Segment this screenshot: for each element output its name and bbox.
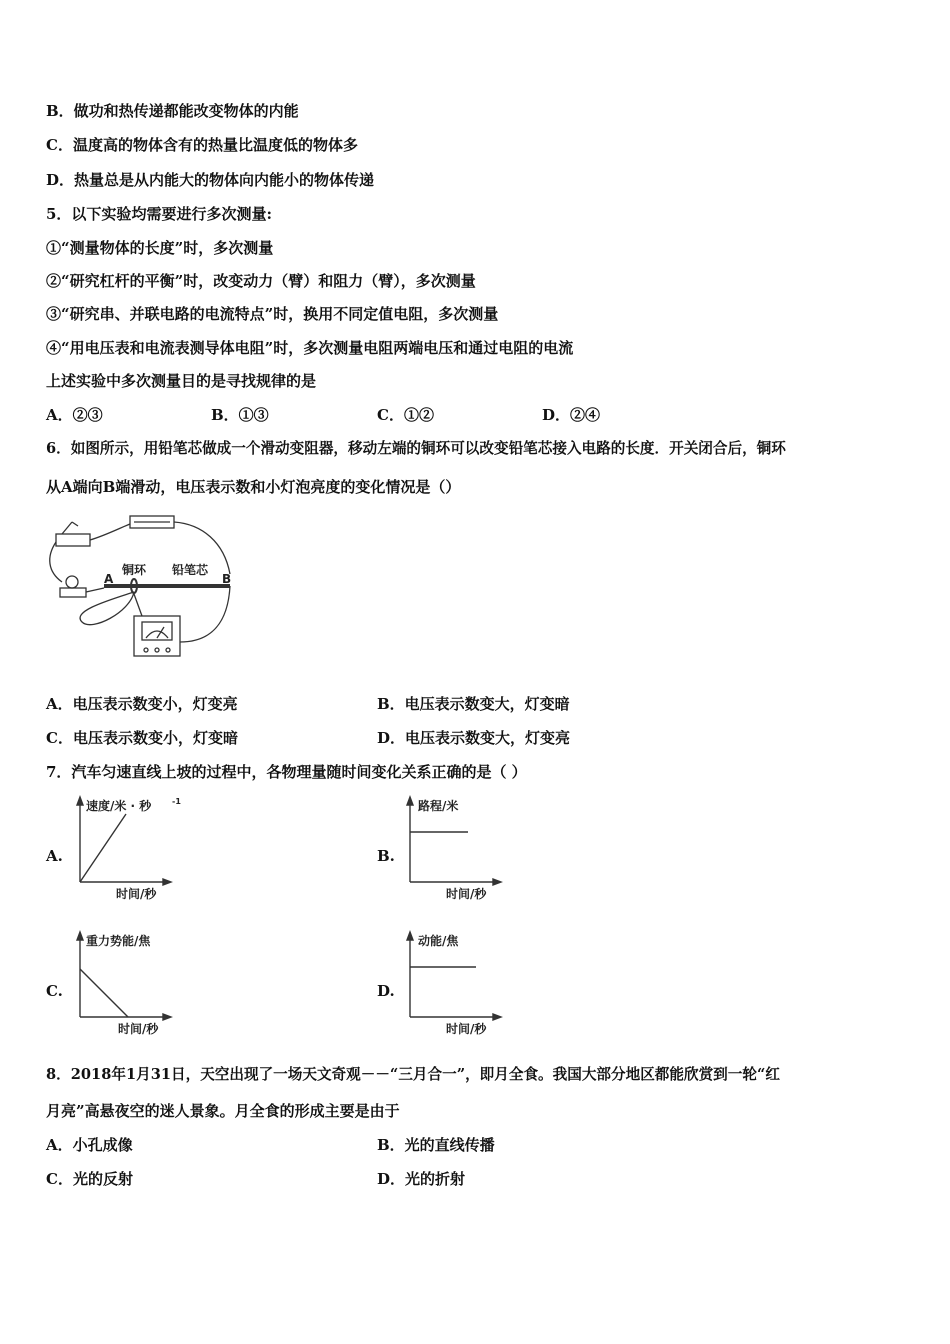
y-arrow xyxy=(407,932,413,940)
q6-circuit-figure xyxy=(42,512,252,664)
q6-option-c: C．电压表示数变小，灯变暗 xyxy=(46,729,238,747)
q7-graph-a xyxy=(66,794,196,906)
q7-graph-b xyxy=(396,794,526,906)
q4-option-d: D．热量总是从内能大的物体向内能小的物体传递 xyxy=(46,171,375,189)
lamp-bulb xyxy=(66,576,78,588)
q5-item-1: ①“测量物体的长度”时，多次测量 xyxy=(46,239,274,257)
q6-option-a: A．电压表示数变小，灯变亮 xyxy=(46,695,238,713)
q7-option-b-letter: B. xyxy=(377,847,395,865)
q7-option-a-letter: A. xyxy=(46,847,63,865)
q5-stem: 5．以下实验均需要进行多次测量: xyxy=(46,205,272,223)
y-axis-label: 重力势能/焦 xyxy=(86,934,151,948)
q5-item-3: ③“研究串、并联电路的电流特点”时，换用不同定值电阻，多次测量 xyxy=(46,305,499,323)
label-end-a: A xyxy=(104,572,114,586)
x-axis-label: 时间/秒 xyxy=(446,887,487,901)
q5-item-4: ④“用电压表和电流表测导体电阻”时，多次测量电阻两端电压和通过电阻的电流 xyxy=(46,339,574,357)
q5-option-d: D．②④ xyxy=(542,406,601,424)
q5-option-b: B．①③ xyxy=(211,406,269,424)
x-arrow xyxy=(493,879,501,885)
y-axis-label-sup: -1 xyxy=(172,797,181,806)
q5-item-2: ②“研究杠杆的平衡”时，改变动力（臂）和阻力（臂），多次测量 xyxy=(46,272,476,290)
y-arrow xyxy=(77,797,83,805)
q5-option-c: C．①② xyxy=(377,406,434,424)
switch-lever xyxy=(62,522,78,534)
label-copper-ring: 铜环 xyxy=(122,563,147,577)
q8-option-c: C．光的反射 xyxy=(46,1170,133,1188)
q5-option-a: A．②③ xyxy=(46,406,103,424)
q7-graph-c xyxy=(66,929,196,1041)
q8-option-a: A．小孔成像 xyxy=(46,1136,133,1154)
q6-stem-line1: 6．如图所示，用铅笔芯做成一个滑动变阻器，移动左端的铜环可以改变铅笔芯接入电路的长度．开关闭合后，铜环 xyxy=(46,440,786,457)
q6-option-b: B．电压表示数变大，灯变暗 xyxy=(377,695,570,713)
label-end-b: B xyxy=(222,572,232,586)
q8-stem-line1: 8．2018年1月31日，天空出现了一场天文奇观－－“三月合一”，即月全食。我国大部分地区都能欣赏到一轮“红 xyxy=(46,1066,780,1083)
q4-option-b: B．做功和热传递都能改变物体的内能 xyxy=(46,102,299,120)
lamp-base xyxy=(60,588,86,597)
q6-stem-line2: 从A端向B端滑动，电压表示数和小灯泡亮度的变化情况是（） xyxy=(46,478,461,496)
q8-option-b: B．光的直线传播 xyxy=(377,1136,495,1154)
q7-graph-d xyxy=(396,929,526,1041)
x-arrow xyxy=(493,1014,501,1020)
q7-option-c-letter: C. xyxy=(46,982,63,1000)
q7-option-d-letter: D. xyxy=(377,982,395,1000)
q7-stem: 7．汽车匀速直线上坡的过程中，各物理量随时间变化关系正确的是（ ） xyxy=(46,763,527,781)
label-pencil-lead: 铅笔芯 xyxy=(172,563,209,577)
q6-option-d: D．电压表示数变大，灯变亮 xyxy=(377,729,571,747)
plot-line xyxy=(80,969,128,1017)
q5-question: 上述实验中多次测量目的是寻找规律的是 xyxy=(46,372,317,390)
x-arrow xyxy=(163,1014,171,1020)
x-axis-label: 时间/秒 xyxy=(446,1022,487,1036)
q8-option-d: D．光的折射 xyxy=(377,1170,466,1188)
y-arrow xyxy=(77,932,83,940)
switch-base xyxy=(56,534,90,546)
y-arrow xyxy=(407,797,413,805)
x-axis-label: 时间/秒 xyxy=(118,1022,159,1036)
y-axis-label: 动能/焦 xyxy=(418,934,459,948)
x-axis-label: 时间/秒 xyxy=(116,887,157,901)
y-axis-label: 路程/米 xyxy=(418,799,459,813)
plot-line xyxy=(80,814,126,882)
q4-option-c: C．温度高的物体含有的热量比温度低的物体多 xyxy=(46,136,358,154)
x-arrow xyxy=(163,879,171,885)
q8-stem-line2: 月亮”高悬夜空的迷人景象。月全食的形成主要是由于 xyxy=(46,1102,400,1120)
y-axis-label: 速度/米 · 秒 xyxy=(86,799,152,813)
